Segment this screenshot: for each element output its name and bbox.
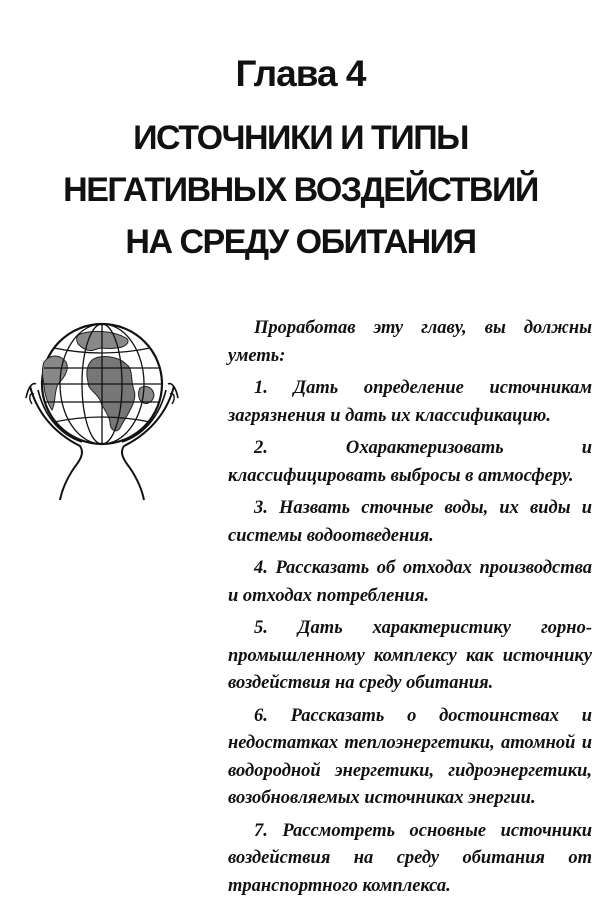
chapter-title [0,112,601,268]
chapter-heading: Глава 4 [235,53,366,94]
objective-item: 7. Рассмотреть основные источники воздействия на среду обитания от транспортного комплекса. [228,820,592,896]
globe-in-hands-icon [22,318,182,503]
objectives-intro: Проработав эту главу, вы должны уметь: [228,318,592,366]
learning-objectives [228,315,592,905]
objective-item: 1. Дать определение источникам загрязнения и дать их классификацию. [228,378,592,426]
objective-item: 6. Рассказать о достоинствах и недостатках теплоэнергетики, атомной и водородной энергетики, гидроэнергетики, возобновляемых источниках энергии. [228,705,592,808]
objective-item: 2. Охарактеризовать и классифицировать выбросы в атмосферу. [228,438,592,486]
objective-item: 5. Дать характеристику горно-промышленному комплексу как источнику воздействия на среду обитания. [228,618,592,693]
title-line-2: НЕГАТИВНЫХ ВОЗДЕЙСТВИЙ [63,171,538,209]
objective-item: 4. Рассказать об отходах производства и отходах потребления. [228,558,592,606]
title-line-3: НА СРЕДУ ОБИТАНИЯ [125,223,476,261]
objective-item: 3. Назвать сточные воды, их виды и системы водоотведения. [228,498,592,546]
title-line-1: ИСТОЧНИКИ И ТИПЫ [133,119,468,157]
